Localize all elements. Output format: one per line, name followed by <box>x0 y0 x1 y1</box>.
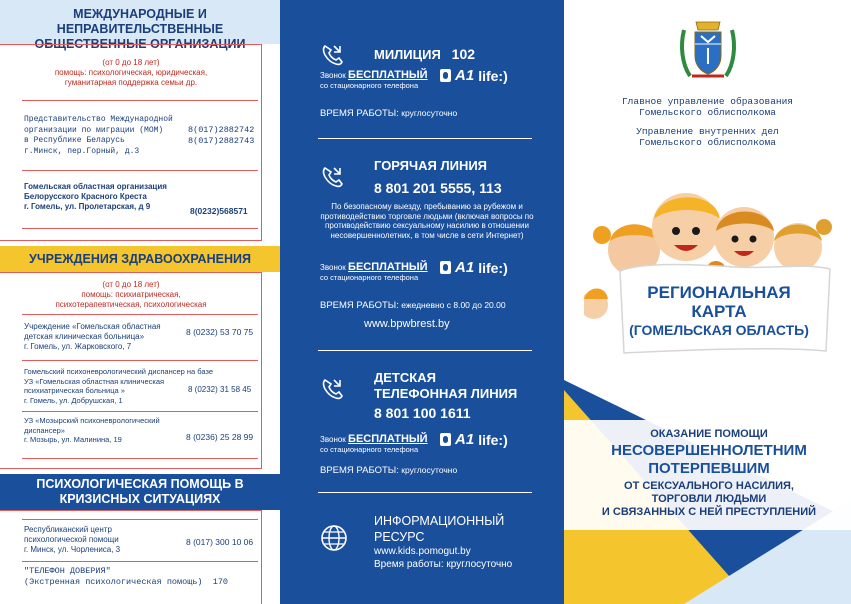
org-iom <box>24 115 173 157</box>
title-line3: (ГОМЕЛЬСКАЯ ОБЛАСТЬ) <box>629 322 809 338</box>
right-panel <box>564 0 851 604</box>
org-red-cross <box>24 182 167 212</box>
hotline-hours <box>320 300 506 311</box>
children-line-number[interactable]: 8 801 100 1611 <box>374 405 471 421</box>
info-title <box>374 513 504 545</box>
org-iom-phone2[interactable]: 8(017)2882743 <box>188 136 255 146</box>
life-logo: life:) <box>478 67 508 84</box>
intl-note-age: (от 0 до 18 лет) <box>102 58 160 67</box>
org-red-cross-phone[interactable]: 8(0232)568571 <box>190 206 248 216</box>
org-psycho-dispensary-phone[interactable]: 8 (0232) 31 58 45 <box>188 385 252 394</box>
hours-label: ВРЕМЯ РАБОТЫ: <box>320 465 399 476</box>
help-line6: И СВЯЗАННЫХ С НЕЙ ПРЕСТУПЛЕНИЙ <box>601 506 817 518</box>
authority-education-line2: Гомельского облисполкома <box>639 107 776 118</box>
authority-education-line1: Главное управление образования <box>621 96 794 107</box>
operators-logos <box>440 67 508 84</box>
help-line2: НЕСОВЕРШЕННОЛЕТНИМ <box>611 442 807 459</box>
org-republican-center-line1: Республиканский центр <box>24 525 112 534</box>
free-call-word: БЕСПЛАТНЫЙ <box>348 433 428 445</box>
hotline-number[interactable]: 8 801 201 5555, 113 <box>374 180 502 196</box>
middle-panel <box>280 0 564 604</box>
police-number[interactable]: 102 <box>451 46 476 62</box>
free-call-suffix: со стационарного телефона <box>320 81 419 90</box>
help-line3: ПОТЕРПЕВШИМ <box>648 460 770 477</box>
divider <box>22 228 258 229</box>
org-republican-center-line3: г. Минск, ул. Чорлениса, 3 <box>24 545 121 554</box>
hours-label: ВРЕМЯ РАБОТЫ: <box>320 300 399 311</box>
a1-logo: A1 <box>455 259 475 276</box>
hotline-desc: По безопасному выезду, пребыванию за рубежом и противодействию торговле людьми (включая вопросы по противодействию сексуальному насилию в отношении несовершеннолетних, в том числе в сети Интернет) <box>320 202 534 240</box>
divider <box>22 170 258 171</box>
phone-icon <box>320 376 346 402</box>
phone-icon <box>320 164 346 190</box>
intl-note-help: помощь: психологическая, юридическая, гуманитарная поддержка семьи др. <box>54 68 208 87</box>
police-title-text: МИЛИЦИЯ <box>374 47 441 62</box>
globe-icon <box>320 524 348 552</box>
mts-logo-icon <box>440 433 451 446</box>
intl-orgs-heading: МЕЖДУНАРОДНЫЕ И НЕПРАВИТЕЛЬСТВЕННЫЕ ОБЩЕСТВЕННЫЕ ОРГАНИЗАЦИИ <box>0 0 280 44</box>
left-panel <box>0 0 280 604</box>
hotline-free-call <box>320 262 440 283</box>
divider <box>22 519 258 520</box>
children-hours-value: круглосуточно <box>401 465 458 475</box>
free-call-word: БЕСПЛАТНЫЙ <box>348 261 428 273</box>
mts-logo-icon <box>440 261 451 274</box>
org-children-hospital-line3: г. Гомель, ул. Жарковского, 7 <box>24 342 132 351</box>
police-hours <box>320 108 457 119</box>
police-free-call <box>320 70 440 91</box>
authority-interior-line2: Гомельского облисполкома <box>639 137 776 148</box>
org-psycho-dispensary-line3: психиатрическая больница » <box>24 386 125 395</box>
mts-logo-icon <box>440 69 451 82</box>
divider <box>22 561 258 562</box>
coat-of-arms-icon <box>678 16 738 82</box>
org-red-cross-line1: Гомельская областная организация <box>24 182 167 191</box>
children-hours <box>320 465 457 476</box>
phone-icon <box>320 42 346 68</box>
a1-logo: A1 <box>455 67 475 84</box>
org-children-hospital <box>24 322 161 352</box>
life-logo: life:) <box>478 431 508 448</box>
authority-interior-line1: Управление внутренних дел <box>636 126 779 137</box>
hotline-hours-value: ежедневно с 8.00 до 20.00 <box>401 300 506 310</box>
children-line-title2: ТЕЛЕФОННАЯ ЛИНИЯ <box>374 386 518 401</box>
trust-phone-title: "ТЕЛЕФОН ДОВЕРИЯ" <box>24 566 111 576</box>
org-psycho-dispensary-line2: УЗ «Гомельская областная клиническая <box>24 376 165 386</box>
info-url[interactable]: www.kids.pomogut.by <box>374 546 471 557</box>
divider <box>318 350 532 351</box>
title-line1: РЕГИОНАЛЬНАЯ <box>647 283 791 302</box>
org-republican-center-phone[interactable]: 8 (017) 300 10 06 <box>186 537 254 547</box>
org-red-cross-line2: Белорусского Красного Креста <box>24 192 147 201</box>
free-call-prefix: Звонок <box>320 263 346 272</box>
org-red-cross-line3: г. Гомель, ул. Пролетарская, д 9 <box>24 202 151 211</box>
children-line-title <box>374 370 517 402</box>
help-line5: ТОРГОВЛИ ЛЮДЬМИ <box>651 493 767 505</box>
hotline-title: ГОРЯЧАЯ ЛИНИЯ <box>374 158 488 173</box>
title-line2: КАРТА <box>691 302 747 321</box>
org-mozyr-dispensary-phone[interactable]: 8 (0236) 25 28 99 <box>186 432 254 442</box>
trust-phone-number[interactable]: 170 <box>212 577 229 587</box>
org-iom-line2: организации по миграции (МОМ) <box>24 125 164 135</box>
org-republican-center-line2: психологической помощи <box>24 535 119 544</box>
children-line-title1: ДЕТСКАЯ <box>374 370 436 385</box>
operators-logos <box>440 431 508 448</box>
health-note-help: помощь: психиатрическая, психотерапевтическая, психологическая <box>55 290 207 309</box>
children-free-call <box>320 434 440 455</box>
crisis-heading: ПСИХОЛОГИЧЕСКАЯ ПОМОЩЬ В КРИЗИСНЫХ СИТУАЦИЯХ <box>0 474 280 510</box>
divider <box>318 492 532 493</box>
life-logo: life:) <box>478 259 508 276</box>
children-illustration <box>584 175 844 375</box>
health-note-age: (от 0 до 18 лет) <box>102 280 160 289</box>
operators-logos <box>440 259 508 276</box>
info-title-line2: РЕСУРС <box>374 530 425 544</box>
hours-label: ВРЕМЯ РАБОТЫ: <box>320 108 399 119</box>
org-psycho-dispensary-line1: Гомельский психоневрологический диспансер на базе <box>24 367 214 376</box>
org-mozyr-dispensary-line1: УЗ «Мозырский психоневрологический <box>24 416 160 425</box>
hotline-url[interactable]: www.bpwbrest.by <box>364 318 450 330</box>
health-heading: УЧРЕЖДЕНИЯ ЗДРАВООХРАНЕНИЯ <box>0 246 280 272</box>
free-call-suffix: со стационарного телефона <box>320 445 419 454</box>
divider <box>22 314 258 315</box>
divider <box>22 411 258 412</box>
org-iom-line3: в Республике Беларусь <box>24 136 125 145</box>
a1-logo: A1 <box>455 431 475 448</box>
police-title <box>374 46 475 63</box>
free-call-word: БЕСПЛАТНЫЙ <box>348 69 428 81</box>
trust-phone-block <box>24 566 228 588</box>
org-republican-center <box>24 525 120 555</box>
help-line1: ОКАЗАНИЕ ПОМОЩИ <box>650 428 768 440</box>
free-call-prefix: Звонок <box>320 435 346 444</box>
police-hours-value: круглосуточно <box>401 108 458 118</box>
divider <box>22 360 258 361</box>
org-iom-phone1[interactable]: 8(017)2882742 <box>188 125 255 135</box>
info-hours: Время работы: круглосуточно <box>374 559 513 570</box>
org-iom-line1: Представительство Международной <box>24 115 173 124</box>
authority-interior <box>564 126 851 148</box>
trust-phone-desc: (Экстренная психологическая помощь) <box>24 577 203 587</box>
org-mozyr-dispensary-line2: диспансер» <box>24 425 65 435</box>
divider <box>22 458 258 459</box>
org-iom-line4: г.Минск, пер.Горный, д.3 <box>24 146 140 156</box>
regional-map-title <box>604 283 834 340</box>
free-call-prefix: Звонок <box>320 71 346 80</box>
divider <box>22 100 258 101</box>
org-children-hospital-line2: детская клиническая больница» <box>24 332 145 341</box>
org-psycho-dispensary-line4: г. Гомель, ул. Добрушская, 1 <box>24 395 123 405</box>
info-title-line1: ИНФОРМАЦИОННЫЙ <box>374 514 505 528</box>
org-psycho-dispensary <box>24 367 213 405</box>
divider <box>318 138 532 139</box>
org-children-hospital-line1: Учреждение «Гомельская областная <box>24 322 161 331</box>
help-line4: ОТ СЕКСУАЛЬНОГО НАСИЛИЯ, <box>624 480 794 492</box>
org-mozyr-dispensary <box>24 416 160 445</box>
org-mozyr-dispensary-line3: г. Мозырь, ул. Малинина, 19 <box>24 435 122 444</box>
authority-education <box>564 96 851 118</box>
free-call-suffix: со стационарного телефона <box>320 273 419 282</box>
org-children-hospital-phone[interactable]: 8 (0232) 53 70 75 <box>186 327 254 337</box>
